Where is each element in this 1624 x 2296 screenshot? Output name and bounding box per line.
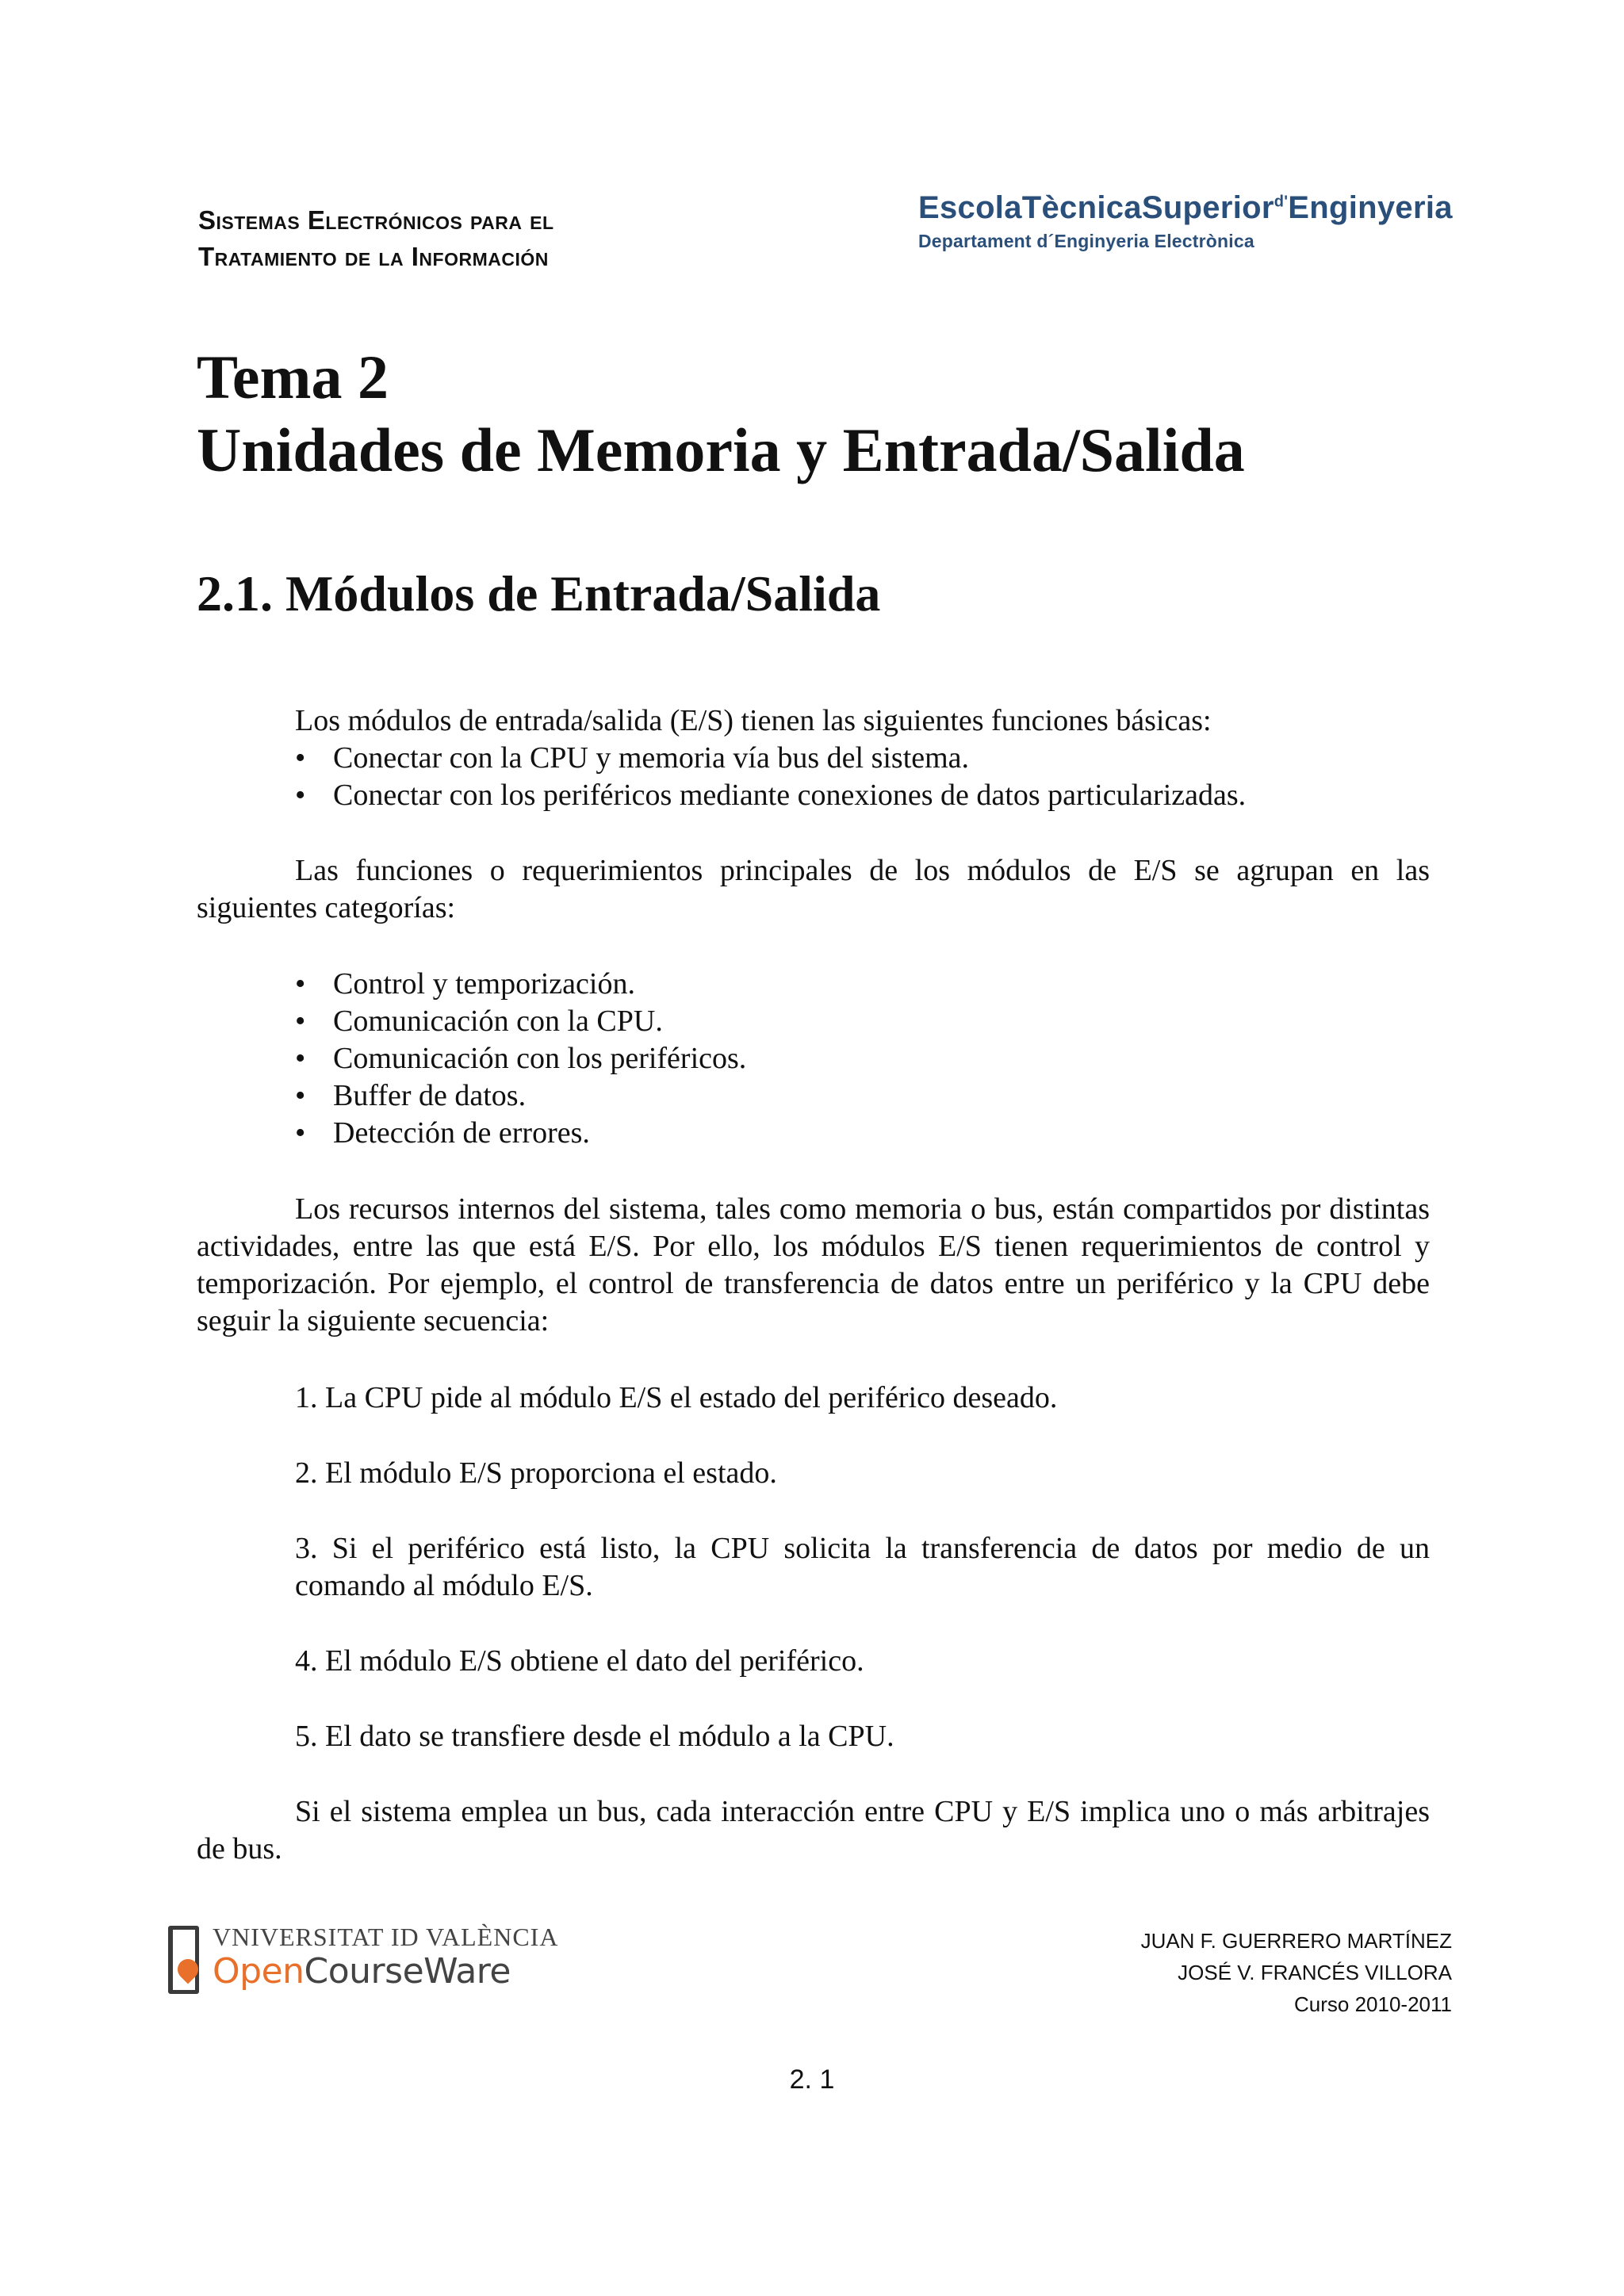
course-line-1: Sistemas Electrónicos para el (198, 205, 554, 235)
page-number: 2. 1 (789, 2064, 835, 2095)
chapter-subtitle: Unidades de Memoria y Entrada/Salida (197, 415, 1245, 484)
bus-block (197, 1793, 1430, 1868)
department-name: Departament d´Enginyeria Electrònica (918, 231, 1254, 251)
authors-block (1141, 1925, 1452, 2020)
school-word-d: d' (1274, 193, 1289, 211)
list-item: • Comunicación con los periféricos. (295, 1040, 1430, 1077)
sequence-step-3-block (197, 1530, 1430, 1605)
categories-list-block (197, 966, 1430, 1152)
list-item: • Control y temporización. (295, 966, 1430, 1003)
author-2: JOSÉ V. FRANCÉS VILLORA (1178, 1961, 1452, 1984)
sequence-step: 1. La CPU pide al módulo E/S el estado del periférico deseado. (295, 1381, 1058, 1414)
sequence-step-4-block (197, 1643, 1430, 1680)
school-word-tecnica: Tècnica (1021, 190, 1142, 225)
sequence-step: 4. El módulo E/S obtiene el dato del periférico. (295, 1644, 864, 1678)
school-logo (918, 190, 1453, 252)
chapter-number: Tema 2 (197, 342, 389, 411)
course-year: Curso 2010-2011 (1294, 1992, 1452, 2016)
list-item: • Conectar con la CPU y memoria vía bus del sistema. (295, 740, 1430, 777)
intro-paragraph: Los módulos de entrada/salida (E/S) tienen las siguientes funciones básicas: (295, 704, 1212, 737)
sequence-step: 3. Si el periférico está listo, la CPU solicita la transferencia de datos por medio de un comando al módulo E/S. (295, 1532, 1430, 1602)
sequence-step-1-block (197, 1380, 1430, 1417)
school-word-escola: Escola (918, 190, 1022, 225)
university-name: VNIVERSITAT ID VALÈNCIA (213, 1923, 559, 1951)
intro-block (197, 702, 1430, 814)
sequence-step-2-block (197, 1455, 1430, 1492)
school-word-superior: Superior (1141, 190, 1274, 225)
sequence-step: 5. El dato se transfiere desde el módulo a la CPU. (295, 1720, 894, 1753)
basic-functions-list (197, 740, 1430, 814)
section-heading: 2.1. Módulos de Entrada/Salida (197, 565, 881, 622)
school-name (918, 190, 1453, 226)
categories-paragraph: Las funciones o requerimientos principales de los módulos de E/S se agrupan en las siguientes categorías: (197, 854, 1430, 924)
ocw-wordmark (213, 1951, 511, 1992)
categories-block (197, 852, 1430, 927)
ocw-courseware: CourseWare (304, 1951, 511, 1992)
list-item: • Buffer de datos. (295, 1077, 1430, 1115)
list-item: • Detección de errores. (295, 1115, 1430, 1152)
list-item: • Conectar con los periféricos mediante conexiones de datos particularizadas. (295, 777, 1430, 814)
chapter-title (197, 341, 1245, 487)
ocw-open: Open (213, 1951, 304, 1992)
course-header (198, 202, 554, 275)
resources-block (197, 1191, 1430, 1340)
author-1: JUAN F. GUERRERO MARTÍNEZ (1140, 1929, 1452, 1953)
school-word-enginyeria: Enginyeria (1288, 190, 1453, 225)
categories-list (197, 966, 1430, 1152)
resources-paragraph: Los recursos internos del sistema, tales como memoria o bus, están compartidos por distintas actividades, entre las que está E/S. Por ello, los módulos E/S tienen requerimientos de control y temporización. Por ejemplo, el control de transferencia de datos entre un periférico y la CPU debe seguir la siguiente secuencia: (197, 1192, 1430, 1337)
sequence-step: 2. El módulo E/S proporciona el estado. (295, 1456, 777, 1490)
course-line-2: Tratamiento de la Información (198, 242, 549, 271)
bus-paragraph: Si el sistema emplea un bus, cada interacción entre CPU y E/S implica uno o más arbitrajes de bus. (197, 1795, 1430, 1866)
ocw-logo (168, 1923, 559, 1994)
list-item: • Comunicación con la CPU. (295, 1003, 1430, 1040)
sequence-step-5-block (197, 1718, 1430, 1755)
